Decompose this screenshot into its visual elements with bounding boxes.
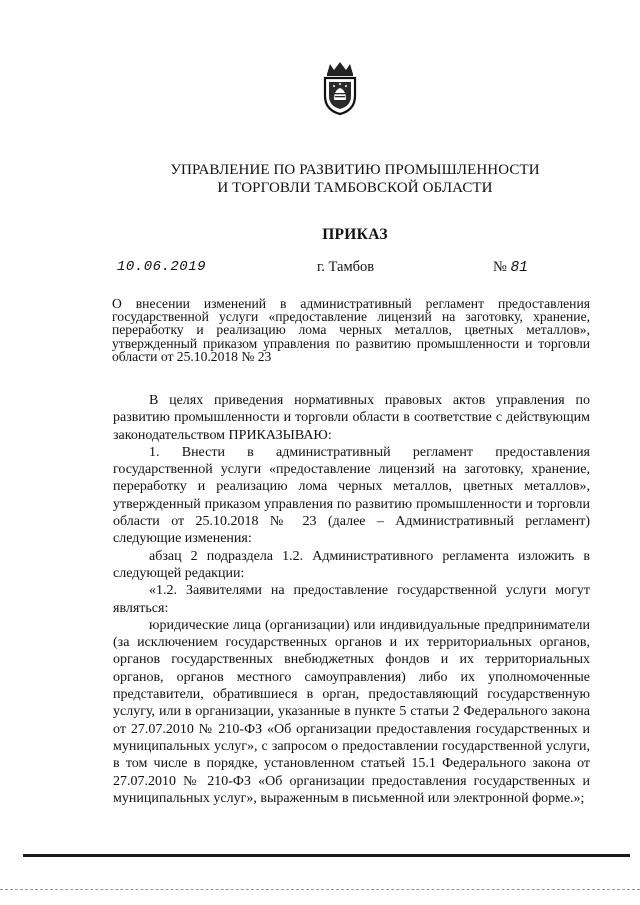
coat-of-arms-icon: [321, 60, 359, 116]
number-value: 81: [510, 260, 528, 276]
footer-rule: [23, 854, 630, 857]
number-prefix: №: [493, 259, 507, 275]
document-date: 10.06.2019: [117, 259, 207, 275]
quote-body-paragraph: юридические лица (организации) или индивидуальные предприниматели (за исключением государственных органов и их территориальных органов, органов государственных внебюджетных фондов и их территориальных органов, органов местного самоуправления) либо их уполномоченные представители, обратившиеся в орган, предоставляющий государственную услугу, или в организации, указанные в пункте 5 статьи 2 Федерального закона от 27.07.2010 № 210-ФЗ «Об организации предоставления государственных и муниципальных услуг», с запросом о предоставлении государственной услуги, в том числе в порядке, установленном статьей 15.1 Федерального закона от 27.07.2010 № 210-ФЗ «Об организации предоставления государственных и муниципальных услуг», выраженным в письменной или электронной форме.»;: [113, 617, 590, 806]
org-line-1: УПРАВЛЕНИЕ ПО РАЗВИТИЮ ПРОМЫШЛЕННОСТИ: [170, 162, 540, 178]
document-meta: [0, 259, 640, 281]
scan-edge-line: [0, 889, 640, 890]
document-city: г. Тамбов: [317, 259, 375, 275]
preamble-paragraph: В целях приведения нормативных правовых актов управления по развитию промышленности и торговли области в соответствие с действующим законодательством ПРИКАЗЫВАЮ:: [113, 393, 590, 443]
quote-start-paragraph: «1.2. Заявителями на предоставление государственной услуги могут являться:: [113, 583, 590, 616]
org-line-2: И ТОРГОВЛИ ТАМБОВСКОЙ ОБЛАСТИ: [217, 180, 493, 196]
item-1-paragraph: 1. Внести в административный регламент предоставления государственной услуги «предоставление лицензий на заготовку, хранение, переработку и реализацию лома черных металлов, цветных металлов», утвержденный приказом управления по развитию промышленности и торговли области от 25.10.2018 № 23 (далее – Административный регламент) следующие изменения:: [113, 444, 590, 547]
document-number: [493, 259, 528, 276]
document-type: ПРИКАЗ: [322, 226, 388, 243]
organization-name: [0, 161, 640, 197]
item-1-sub-paragraph: абзац 2 подраздела 1.2. Административного регламента изложить в следующей редакции:: [113, 548, 590, 581]
document-subject: О внесении изменений в административный регламент предоставления государственной услуги «предоставление лицензий на заготовку, хранение, переработку и реализацию лома черных металлов, цветных металлов», утвержденный приказом управления по развитию промышленности и торговли области от 25.10.2018 № 23: [112, 296, 590, 364]
document-body: [113, 392, 590, 807]
